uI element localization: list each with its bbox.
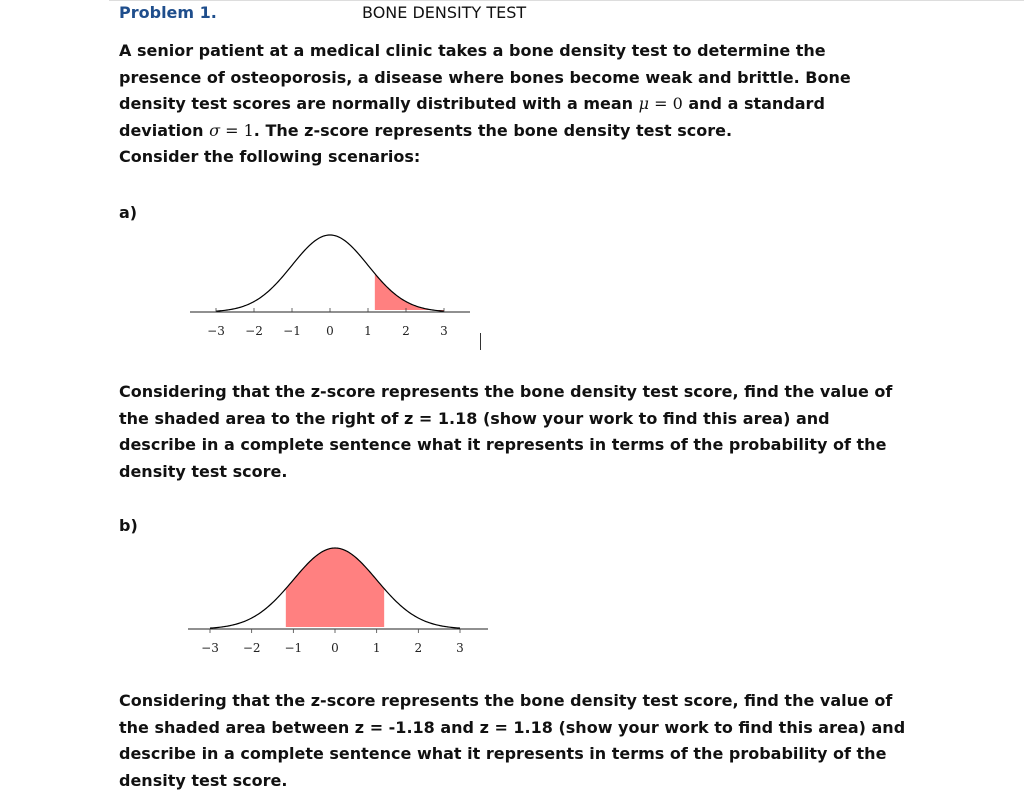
x-tick-label: 3: [456, 641, 464, 655]
consider-line: Consider the following scenarios:: [119, 147, 421, 166]
chart-b: [180, 535, 500, 665]
x-tick-label: 1: [364, 324, 372, 338]
x-tick-label: −1: [284, 641, 303, 655]
x-tick-label: 2: [414, 641, 423, 655]
x-tick-label: −3: [201, 641, 219, 655]
x-tick-label: −2: [245, 324, 263, 338]
shaded-area: [286, 548, 384, 627]
intro-text-1: A senior patient at a medical clinic takes a bone density test to determine the presence of osteoporosis, a disease where bones become weak and brittle. Bone density test scores are normally distributed with a mean: [119, 41, 851, 113]
sigma-equals: = 1: [220, 120, 254, 140]
sd-expression: [209, 121, 254, 140]
part-a-label: a): [119, 203, 138, 222]
sigma-symbol: σ: [209, 120, 221, 140]
chart-a: [180, 220, 480, 345]
x-tick-label: −3: [207, 324, 225, 338]
mu-equals: = 0: [649, 94, 683, 113]
part-b-label: b): [119, 516, 138, 535]
x-tick-label: 0: [326, 324, 334, 338]
part-b-question: Considering that the z-score represents the bone density test score, find the value of the shaded area between z = -1.18 and z = 1.18 (show your work to find this area) and describe in a complete sentence what it represents in terms of the probability of the density test score.: [119, 691, 906, 790]
intro-paragraph: [119, 38, 909, 171]
normal-curve: [216, 235, 444, 311]
x-tick-label: −2: [242, 641, 261, 655]
mean-expression: [639, 94, 683, 113]
x-tick-label: 0: [331, 641, 339, 655]
intro-text-2: and a standard deviation: [119, 94, 825, 140]
shaded-area: [375, 274, 444, 312]
problem-label: Problem 1.: [119, 3, 217, 22]
x-tick-label: 1: [372, 641, 381, 655]
x-tick-label: −1: [283, 324, 301, 338]
mu-symbol: μ: [638, 94, 650, 113]
document-title: BONE DENSITY TEST: [362, 3, 527, 22]
x-tick-label: 2: [402, 324, 410, 338]
text-cursor: [480, 333, 481, 350]
top-rule: [109, 0, 1024, 1]
x-tick-label: 3: [440, 324, 448, 338]
intro-text-3: . The z-score represents the bone density test score.: [253, 120, 733, 140]
part-a-question: Considering that the z-score represents the bone density test score, find the value of the shaded area to the right of z = 1.18 (show your work to find this area) and describe in a complete sentence what it represents in terms of the probability of the density test score.: [119, 382, 893, 481]
